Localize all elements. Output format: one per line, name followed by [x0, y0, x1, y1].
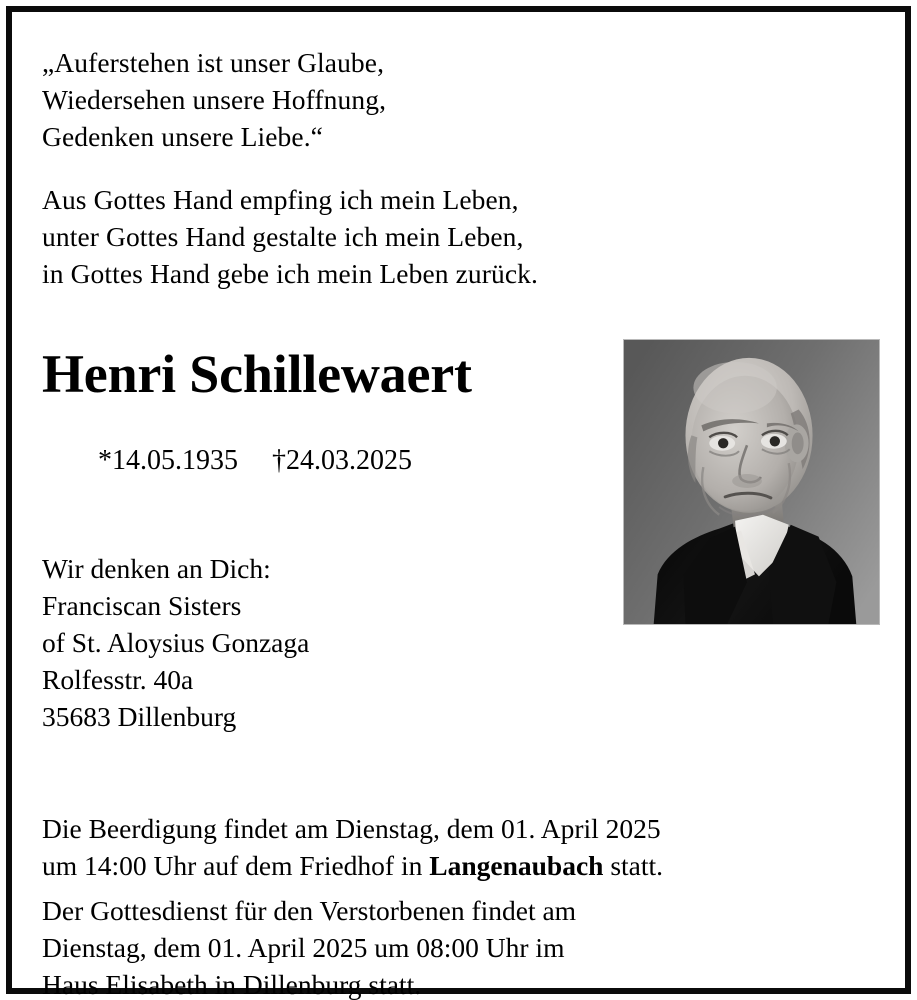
- eye-left-pupil: [718, 438, 728, 448]
- mourners-street: Rolfesstr. 40a: [42, 664, 194, 695]
- mourners-line-1: Franciscan Sisters: [42, 590, 242, 621]
- quote-block: [42, 44, 882, 155]
- burial-line-2: [42, 847, 882, 884]
- service-line-2: Dienstag, dem 01. April 2025 um 08:00 Uhr im: [42, 932, 565, 963]
- burial-line-1: Die Beerdigung findet am Dienstag, dem 01. April 2025: [42, 813, 661, 844]
- quote-line-3: Gedenken unsere Liebe.“: [42, 121, 323, 152]
- burial-text-before: um 14:00 Uhr auf dem Friedhof in: [42, 850, 430, 881]
- service-line-3: Haus Elisabeth in Dillenburg statt.: [42, 969, 422, 1000]
- ear-inner: [792, 432, 804, 454]
- quote-line-2: Wiedersehen unsere Hoffnung,: [42, 84, 387, 115]
- death-date: †24.03.2025: [272, 445, 412, 476]
- portrait-photo: [623, 339, 880, 625]
- eye-right-pupil: [770, 436, 780, 446]
- burial-text-after: statt.: [603, 850, 664, 881]
- service-details: [42, 810, 882, 1000]
- burial-place: Langenaubach: [429, 850, 604, 881]
- mourners-line-2: of St. Aloysius Gonzaga: [42, 627, 310, 658]
- mourners-city: 35683 Dillenburg: [42, 701, 237, 732]
- verse-block: [42, 181, 882, 292]
- nose-tip: [732, 474, 762, 488]
- deceased-name: Henri Schillewaert: [42, 344, 472, 404]
- portrait-image: [624, 340, 879, 624]
- verse-line-3: in Gottes Hand gebe ich mein Leben zurück.: [42, 258, 538, 289]
- notice-content: [42, 44, 882, 1000]
- birth-date: *14.05.1935: [98, 445, 238, 476]
- mourners-intro: Wir denken an Dich:: [42, 553, 271, 584]
- verse-line-1: Aus Gottes Hand empfing ich mein Leben,: [42, 184, 519, 215]
- burial-paragraph: [42, 810, 882, 884]
- name-and-photo-row: [42, 345, 882, 509]
- crown-highlight: [693, 362, 776, 414]
- verse-line-2: unter Gottes Hand gestalte ich mein Leben,: [42, 221, 524, 252]
- service-line-1: Der Gottesdienst für den Verstorbenen findet am: [42, 895, 577, 926]
- church-service-paragraph: [42, 892, 882, 1000]
- quote-line-1: „Auferstehen ist unser Glaube,: [42, 47, 385, 78]
